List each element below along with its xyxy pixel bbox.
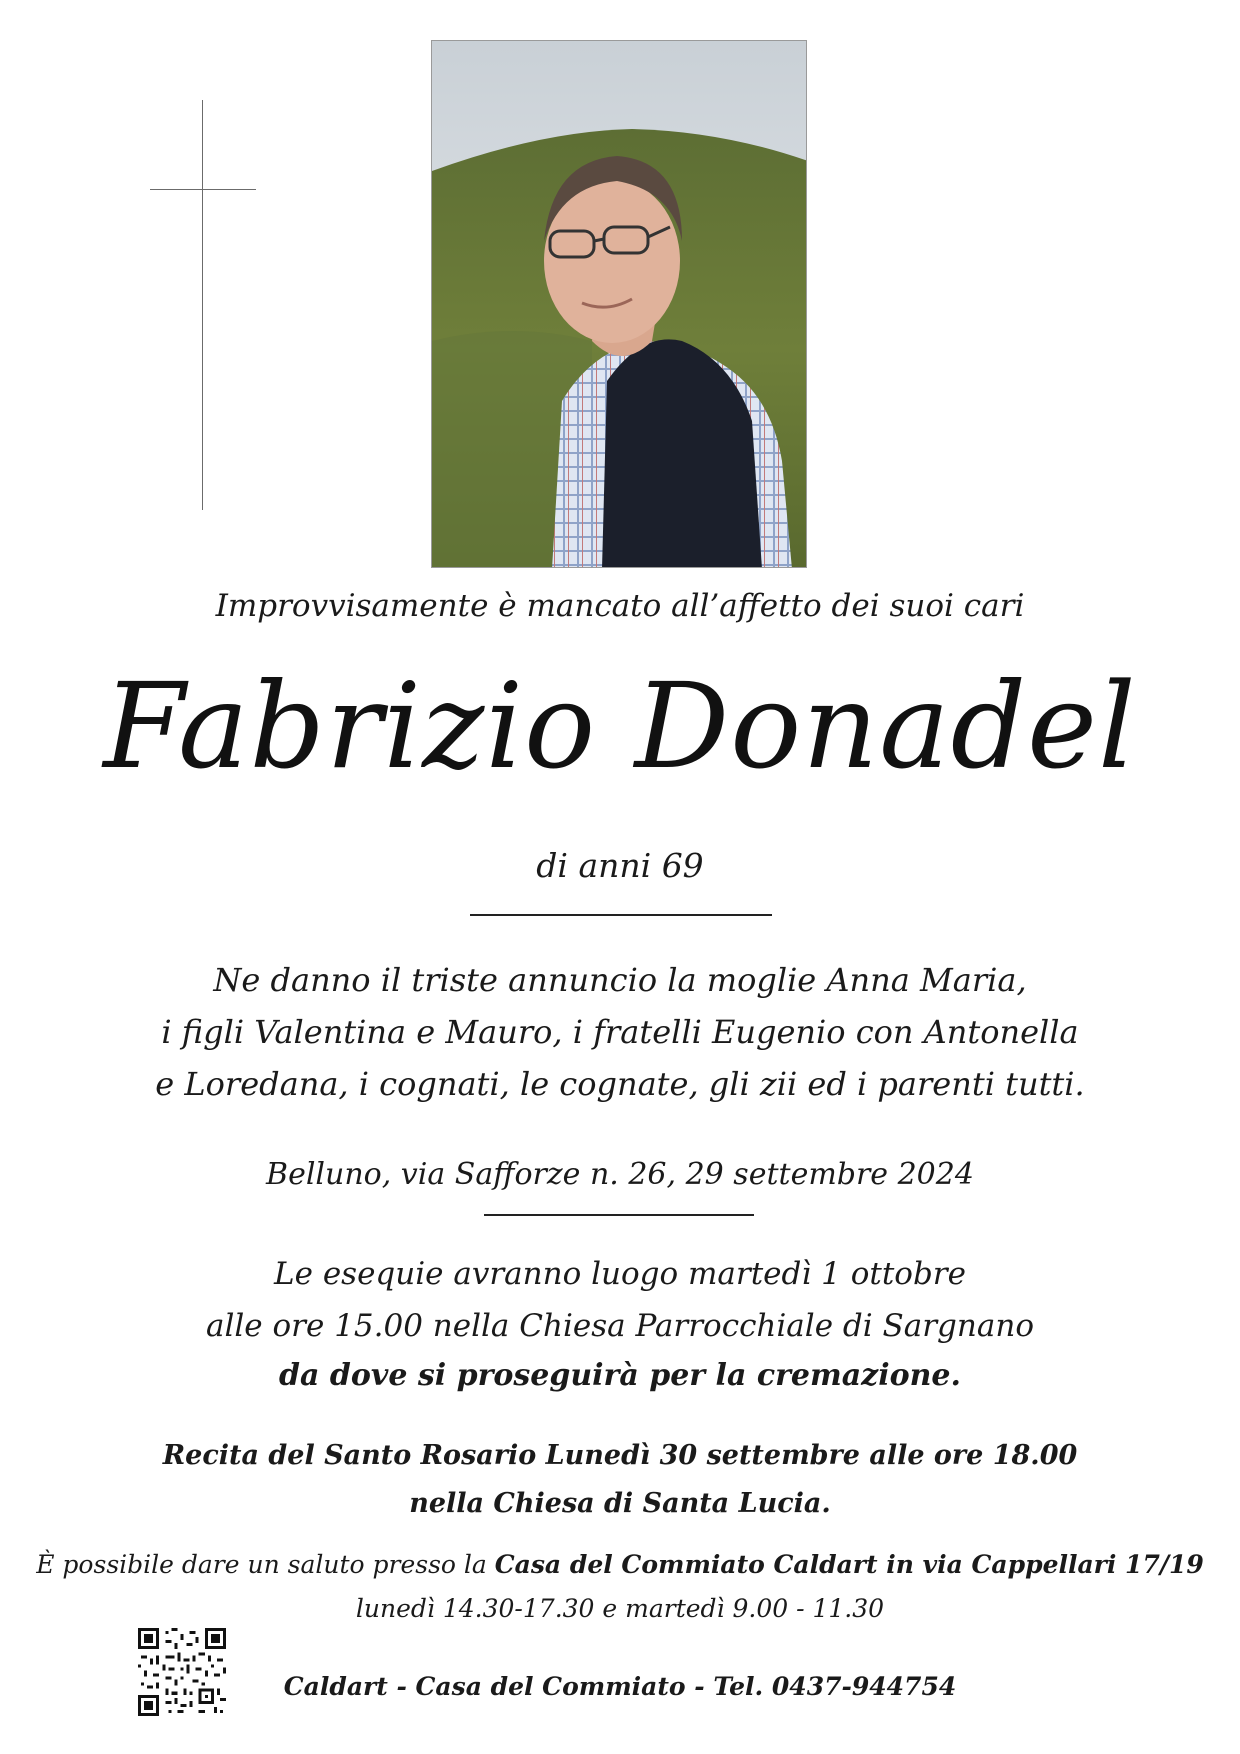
family-line: e Loredana, i cognati, le cognate, gli zii ed i parenti tutti. [155,1065,1085,1103]
rosary-line: Recita del Santo Rosario Lunedì 30 settembre alle ore 18.00 [162,1440,1078,1471]
visit-hours: lunedì 14.30-17.30 e martedì 9.00 - 11.30 [355,1594,885,1623]
place-date: Belluno, via Safforze n. 26, 29 settembre 2024 [266,1157,974,1192]
funeral-line: alle ore 15.00 nella Chiesa Parrocchiale di Sargnano [206,1308,1034,1344]
divider [484,1214,754,1216]
funeral-info [0,1248,1240,1352]
visit-location: Casa del Commiato Caldart in via Cappellari 17/19 [494,1550,1204,1579]
age-text: di anni 69 [536,846,704,885]
deceased-name: Fabrizio Donadel [103,657,1137,795]
family-line: i figli Valentina e Mauro, i fratelli Eugenio con Antonella [161,1013,1079,1051]
rosary-info [0,1432,1240,1528]
cross-horizontal-bar [150,189,256,190]
family-line: Ne danno il triste annuncio la moglie Anna Maria, [213,961,1027,999]
intro-text: Improvvisamente è mancato all’affetto dei suoi cari [215,588,1025,624]
visit-prefix: È possibile dare un saluto presso la [36,1550,495,1579]
funeral-line: Le esequie avranno luogo martedì 1 ottobre [274,1256,966,1292]
family-announcement [0,954,1240,1110]
cremation-note: da dove si proseguirà per la cremazione. [279,1358,961,1393]
portrait-photo [431,40,807,568]
portrait-photo-icon [432,41,807,568]
cross-vertical-bar [202,100,203,510]
divider [470,914,772,916]
footer-contact: Caldart - Casa del Commiato - Tel. 0437-944754 [283,1672,957,1701]
rosary-line: nella Chiesa di Santa Lucia. [409,1488,831,1519]
visit-info [0,1550,1240,1579]
